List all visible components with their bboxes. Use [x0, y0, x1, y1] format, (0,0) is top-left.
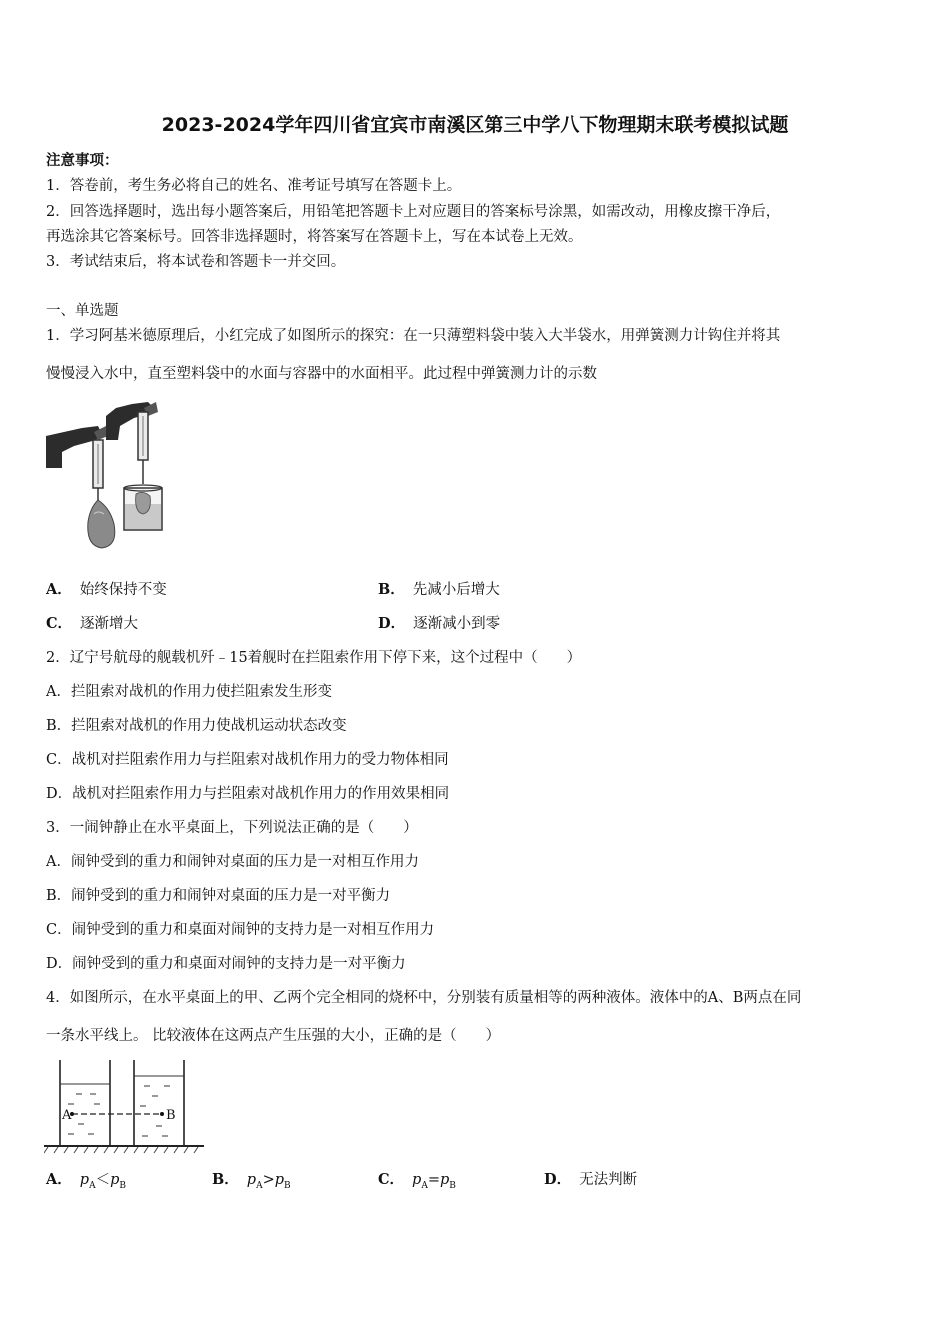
q2-option-b[interactable]: B．拦阻索对战机的作用力使战机运动状态改变 — [46, 718, 347, 734]
q4-option-c[interactable]: C． $p_A=p_B$ — [378, 1171, 456, 1191]
section-heading: 一、单选题 — [46, 303, 119, 319]
q2-option-d[interactable]: D．战机对拦阻索作用力与拦阻索对战机作用力的作用效果相同 — [46, 786, 450, 802]
q2-option-a[interactable]: A．拦阻索对战机的作用力使拦阻索发生形变 — [46, 684, 332, 700]
q4-option-d[interactable]: D． 无法判断 — [544, 1171, 638, 1188]
q1-option-d[interactable]: D． 逐渐减小到零 — [378, 615, 501, 632]
q1-option-c[interactable]: C． 逐渐增大 — [46, 615, 139, 632]
page-title: 2023-2024学年四川省宜宾市南溪区第三中学八下物理期末联考模拟试题 — [161, 114, 789, 136]
q4-option-b[interactable]: B． $p_A>p_B$ — [212, 1171, 291, 1191]
notice-heading: 注意事项： — [46, 152, 119, 169]
point-b-label: B — [166, 1108, 176, 1123]
q4-stem-line2: 一条水平线上。 比较液体在这两点产生压强的大小，正确的是（ ） — [46, 1028, 501, 1044]
q3-stem: 3．一闹钟静止在水平桌面上，下列说法正确的是（ ） — [46, 820, 418, 836]
notice-item: 3．考试结束后，将本试卷和答题卡一并交回。 — [46, 254, 346, 270]
notice-item: 2．回答选择题时，选出每小题答案后，用铅笔把答题卡上对应题目的答案标号涂黑，如需改动，用橡皮擦干净后， — [46, 204, 781, 220]
q3-option-d[interactable]: D．闹钟受到的重力和桌面对闹钟的支持力是一对平衡力 — [46, 956, 406, 972]
q3-option-a[interactable]: A．闹钟受到的重力和闹钟对桌面的压力是一对相互作用力 — [46, 854, 419, 870]
notice-item: 再选涂其它答案标号。回答非选择题时，将答案写在答题卡上，写在本试卷上无效。 — [46, 229, 583, 245]
q2-stem: 2．辽宁号航母的舰载机歼﹣15着舰时在拦阻索作用下停下来，这个过程中（ ） — [46, 650, 582, 666]
q4-option-a[interactable]: A． $p_A<p_B$ — [46, 1171, 126, 1191]
point-a-label: A — [62, 1108, 72, 1123]
q3-option-c[interactable]: C．闹钟受到的重力和桌面对闹钟的支持力是一对相互作用力 — [46, 922, 435, 938]
q1-stem-line2: 慢慢浸入水中，直至塑料袋中的水面与容器中的水面相平。此过程中弹簧测力计的示数 — [46, 366, 597, 382]
notice-item: 1．答卷前，考生务必将自己的姓名、准考证号填写在答题卡上。 — [46, 178, 462, 194]
q1-stem-line1: 1．学习阿基米德原理后，小红完成了如图所示的探究：在一只薄塑料袋中装入大半袋水，用弹簧测力计钩住并将其 — [46, 328, 781, 344]
q1-option-a[interactable]: A． 始终保持不变 — [46, 581, 167, 598]
q1-option-b[interactable]: B． 先减小后增大 — [378, 581, 500, 598]
spring-scale-figure — [44, 396, 174, 556]
beakers-figure — [44, 1058, 206, 1154]
q3-option-b[interactable]: B．闹钟受到的重力和闹钟对桌面的压力是一对平衡力 — [46, 888, 391, 904]
q2-option-c[interactable]: C．战机对拦阻索作用力与拦阻索对战机作用力的受力物体相同 — [46, 752, 449, 768]
q4-stem-line1: 4．如图所示，在水平桌面上的甲、乙两个完全相同的烧杯中，分别装有质量相等的两种液体。液体中的A、B两点在同 — [46, 990, 802, 1006]
